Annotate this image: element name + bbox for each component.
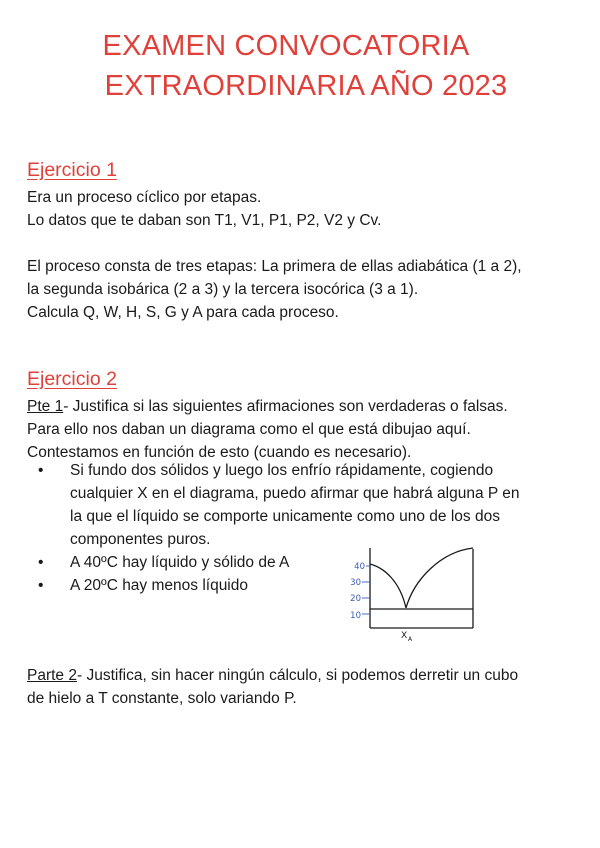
ejercicio-2-heading: Ejercicio 2 bbox=[27, 368, 117, 390]
text-line: Era un proceso cíclico por etapas. bbox=[27, 189, 262, 206]
parte-2-text: - Justifica, sin hacer ningún cálculo, si podemos derretir un cubo bbox=[76, 667, 519, 684]
phase-diagram bbox=[340, 542, 482, 648]
x-axis-label-subscript: A bbox=[408, 636, 413, 643]
list-item-text bbox=[70, 574, 567, 597]
bullet-icon: • bbox=[38, 462, 44, 479]
ejercicio-2-pte-1 bbox=[27, 395, 587, 464]
text-line: A 40ºC hay líquido y sólido de A bbox=[70, 554, 290, 571]
text-line: A 20ºC hay menos líquido bbox=[70, 577, 248, 594]
list-item-text bbox=[70, 459, 567, 551]
exam-title-line-2: EXTRAORDINARIA AÑO 2023 bbox=[104, 70, 508, 102]
text-line: Lo datos que te daban son T1, V1, P1, P2, V2 y Cv. bbox=[27, 212, 382, 229]
ejercicio-1-heading: Ejercicio 1 bbox=[27, 159, 117, 181]
text-line: Para ello nos daban un diagrama como el que está dibujao aquí. bbox=[27, 421, 471, 438]
ejercicio-1-paragraph-1 bbox=[27, 186, 587, 232]
bullet-icon: • bbox=[38, 554, 44, 571]
pte-1-label: Pte 1 bbox=[27, 398, 64, 415]
bullet-icon: • bbox=[38, 577, 44, 594]
y-label-20: 20 bbox=[350, 594, 361, 604]
text-line: componentes puros. bbox=[70, 531, 211, 548]
liquidus-left-curve bbox=[370, 564, 406, 608]
list-item bbox=[27, 574, 567, 597]
parte-2-label: Parte 2 bbox=[27, 667, 77, 684]
text-line: Si fundo dos sólidos y luego los enfrío rápidamente, cogiendo bbox=[70, 462, 494, 479]
text-line bbox=[27, 664, 587, 687]
exam-title-line-1: EXAMEN CONVOCATORIA bbox=[102, 30, 470, 62]
list-item bbox=[27, 459, 567, 551]
text-line: de hielo a T constante, solo variando P. bbox=[27, 690, 297, 707]
text-line: cualquier X en el diagrama, puedo afirmar que habrá alguna P en bbox=[70, 485, 520, 502]
list-item-text bbox=[70, 551, 567, 574]
y-label-10: 10 bbox=[350, 611, 361, 621]
text-line: El proceso consta de tres etapas: La primera de ellas adiabática (1 a 2), bbox=[27, 258, 522, 275]
ejercicio-1-paragraph-2 bbox=[27, 255, 587, 324]
x-axis-label: X bbox=[401, 631, 408, 641]
text-line: Contestamos en función de esto (cuando es necesario). bbox=[27, 444, 412, 461]
text-line: la segunda isobárica (2 a 3) y la tercera isocórica (3 a 1). bbox=[27, 281, 419, 298]
statements-list bbox=[27, 459, 567, 597]
liquidus-right-curve bbox=[406, 548, 473, 608]
text-line: la que el líquido se comporte unicamente como uno de los dos bbox=[70, 508, 500, 525]
ejercicio-2-parte-2 bbox=[27, 664, 587, 710]
text-line bbox=[27, 395, 587, 418]
text-line: Calcula Q, W, H, S, G y A para cada proceso. bbox=[27, 304, 339, 321]
pte-1-text: - Justifica si las siguientes afirmaciones son verdaderas o falsas. bbox=[63, 398, 508, 415]
y-label-30: 30 bbox=[350, 578, 361, 588]
list-item bbox=[27, 551, 567, 574]
y-label-40: 40 bbox=[354, 562, 365, 572]
exam-title bbox=[0, 26, 600, 106]
